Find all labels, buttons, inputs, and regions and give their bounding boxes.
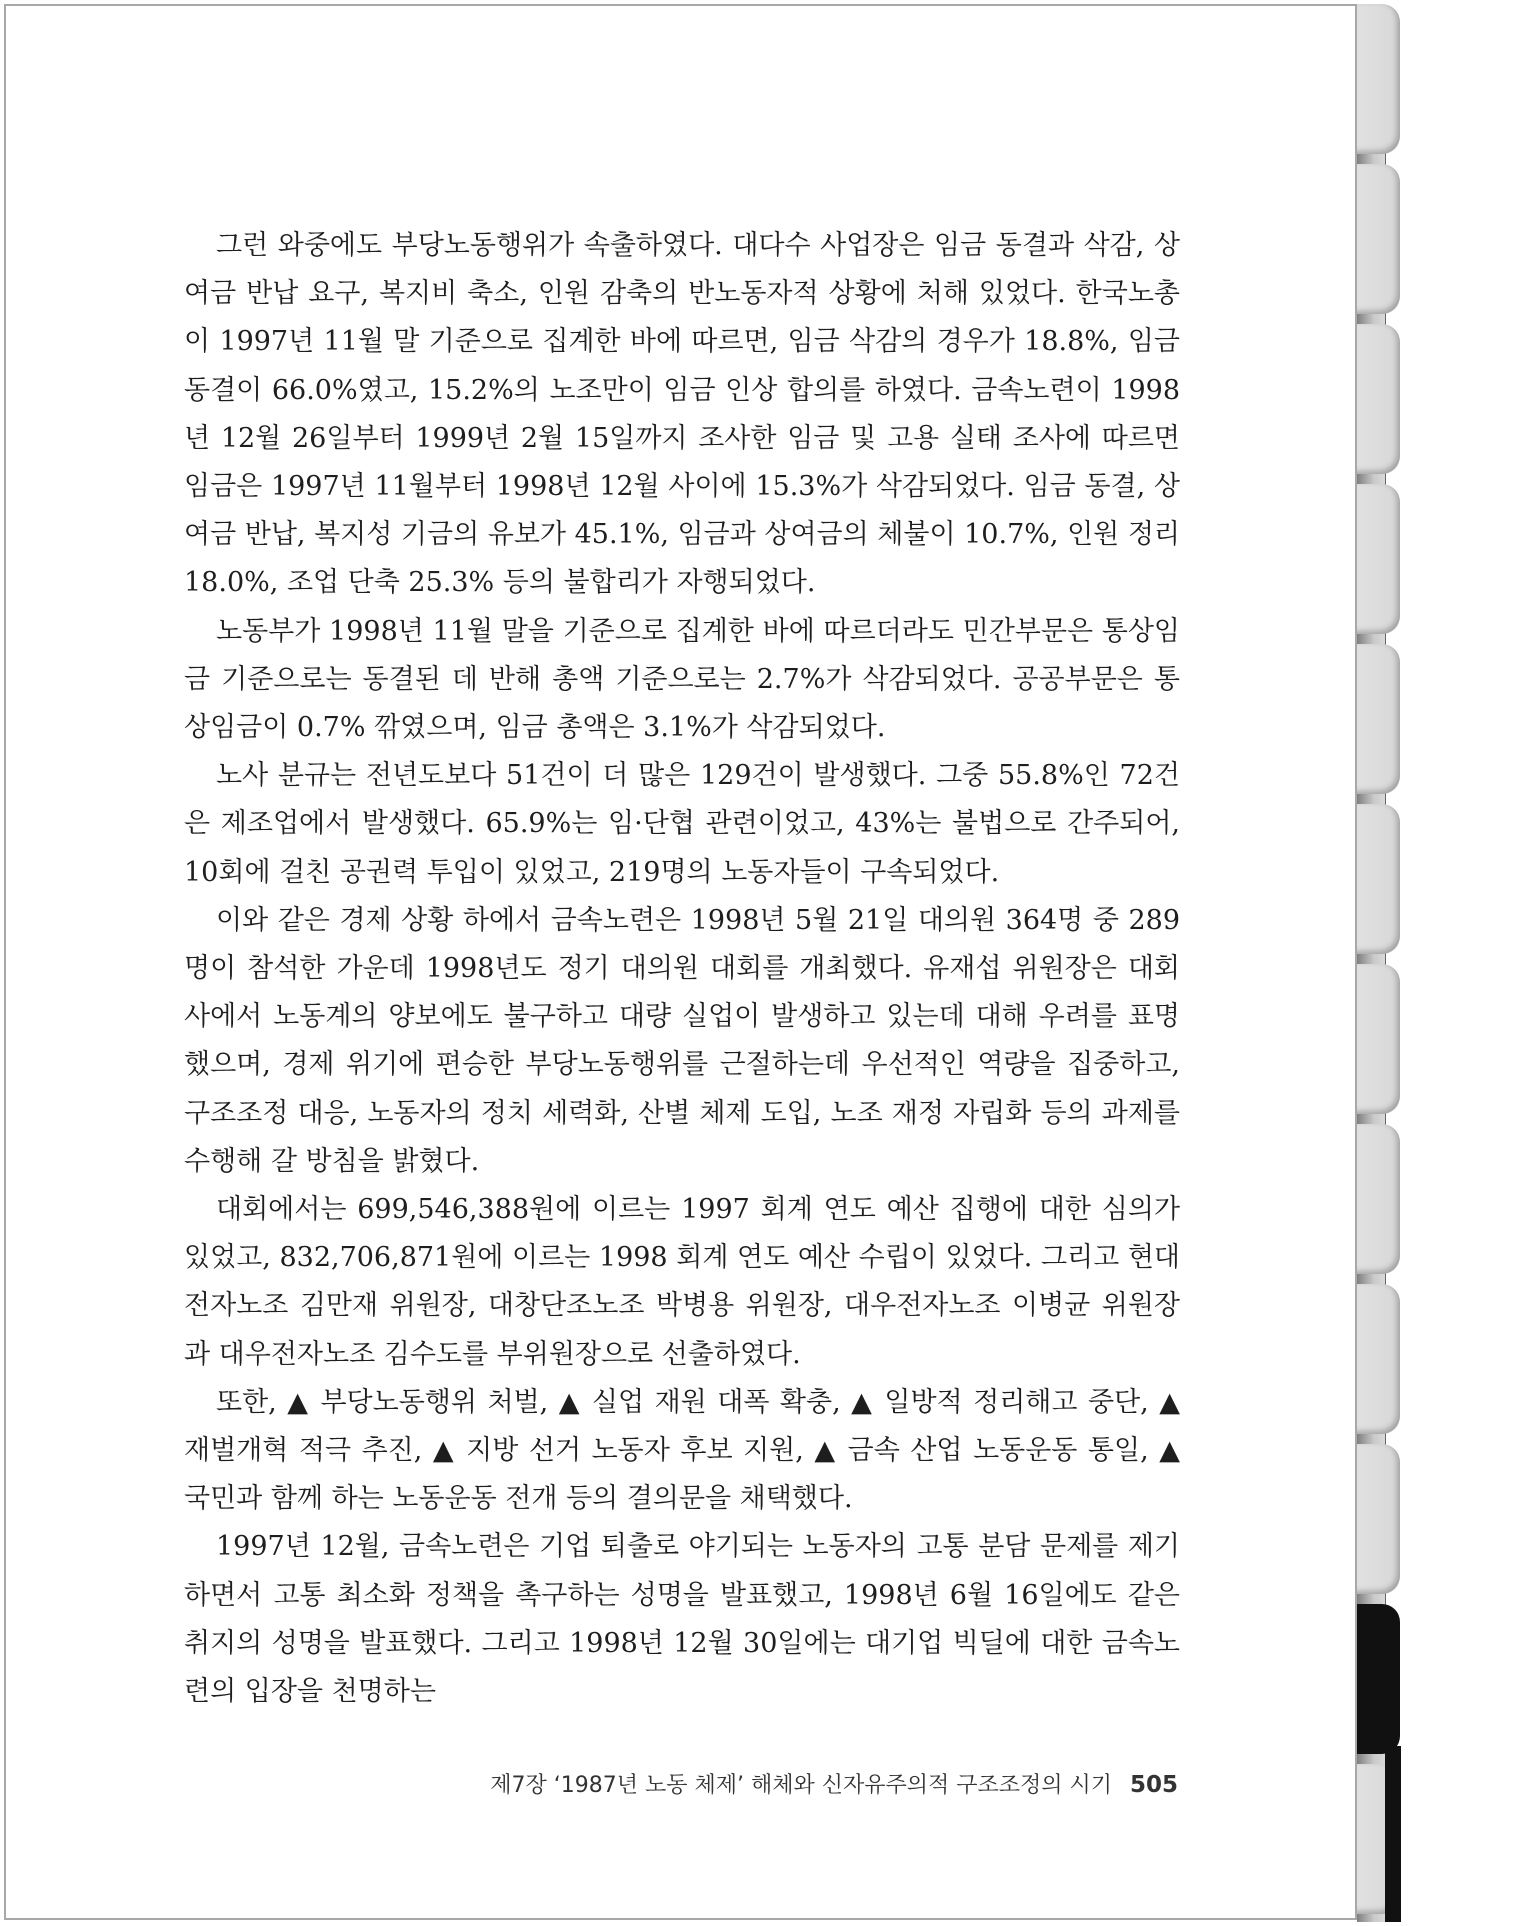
paragraph: 1997년 12월, 금속노련은 기업 퇴출로 야기되는 노동자의 고통 분담 문제를 제기하면서 고통 최소화 정책을 촉구하는 성명을 발표했고, 1998년 6월 16일에도 같은 취지의 성명을 발표했다. 그리고 1998년 12월 30일에는 대기업 빅딜에 대한 금속노련의 입장을 천명하는 — [184, 1531, 1180, 1708]
paragraph: 노사 분규는 전년도보다 51건이 더 많은 129건이 발생했다. 그중 55.8%인 72건은 제조업에서 발생했다. 65.9%는 임·단협 관련이었고, 43%는 불법으로 간주되어, 10회에 걸친 공권력 투입이 있었고, 219명의 노동자들이 구속되었다. — [184, 760, 1180, 888]
paragraph: 그런 와중에도 부당노동행위가 속출하였다. 대다수 사업장은 임금 동결과 삭감, 상여금 반납 요구, 복지비 축소, 인원 감축의 반노동자적 상황에 처해 있었다. 한국노총이 1997년 11월 말 기준으로 집계한 바에 따르면, 임금 삭감의 경우가 18.8%, 임금 동결이 66.0%였고, 15.2%의 노조만이 임금 인상 합의를 하였다. 금속노련이 1998년 12월 26일부터 1999년 2월 15일까지 조사한 임금 및 고용 실태 조사에 따르면 임금은 1997년 11월부터 1998년 12월 사이에 15.3%가 삭감되었다. 임금 동결, 상여금 반납, 복지성 기금의 유보가 45.1%, 임금과 상여금의 체불이 10.7%, 인원 정리 18.0%, 조업 단축 25.3% 등의 불합리가 자행되었다. — [184, 230, 1180, 599]
active-tab-edge — [1385, 1746, 1401, 1922]
paragraph: 이와 같은 경제 상황 하에서 금속노련은 1998년 5월 21일 대의원 364명 중 289명이 참석한 가운데 1998년도 정기 대의원 대회를 개최했다. 유재섭 위원장은 대회사에서 노동계의 양보에도 불구하고 대량 실업이 발생하고 있는데 대해 우려를 표명했으며, 경제 위기에 편승한 부당노동행위를 근절하는데 우선적인 역량을 집중하고, 구조조정 대응, 노동자의 정치 세력화, 산별 체제 도입, 노조 재정 자립화 등의 과제를 수행해 갈 방침을 밝혔다. — [184, 904, 1180, 1177]
body-text — [184, 222, 1180, 1716]
running-title: 제7장 ‘1987년 노동 체제’ 해체와 신자유주의적 구조조정의 시기 — [490, 1773, 1112, 1798]
page-footer — [490, 1768, 1178, 1799]
page-number: 505 — [1129, 1772, 1178, 1798]
paragraph: 대회에서는 699,546,388원에 이르는 1997 회계 연도 예산 집행에 대한 심의가 있었고, 832,706,871원에 이르는 1998 회계 연도 예산 수립이 있었다. 그리고 현대전자노조 김만재 위원장, 대창단조노조 박병용 위원장, 대우전자노조 이병균 위원장과 대우전자노조 김수도를 부위원장으로 선출하였다. — [184, 1194, 1180, 1370]
paragraph: 또한, ▲ 부당노동행위 처벌, ▲ 실업 재원 대폭 확충, ▲ 일방적 정리해고 중단, ▲ 재벌개혁 적극 추진, ▲ 지방 선거 노동자 후보 지원, ▲ 금속 산업 노동운동 통일, ▲ 국민과 함께 하는 노동운동 전개 등의 결의문을 채택했다. — [184, 1386, 1180, 1515]
paragraph: 노동부가 1998년 11월 말을 기준으로 집계한 바에 따르더라도 민간부문은 통상임금 기준으로는 동결된 데 반해 총액 기준으로는 2.7%가 삭감되었다. 공공부문은 통상임금이 0.7% 깎였으며, 임금 총액은 3.1%가 삭감되었다. — [184, 615, 1180, 744]
